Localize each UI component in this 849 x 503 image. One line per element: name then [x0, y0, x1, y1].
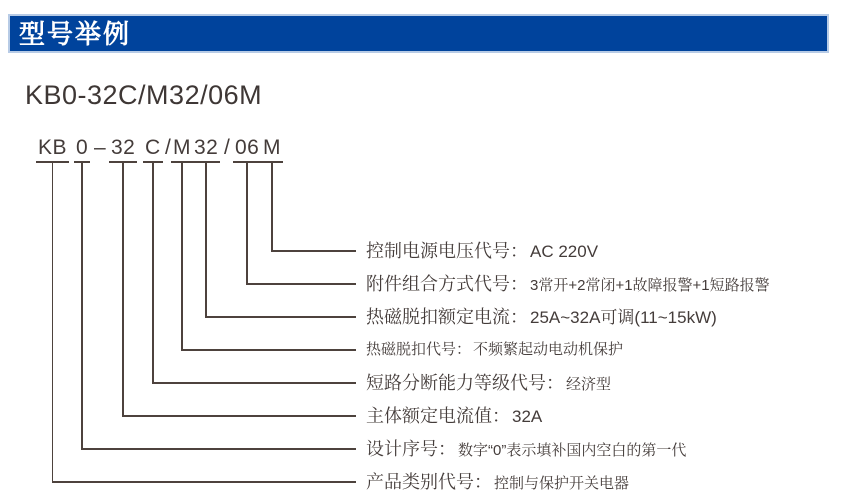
description-value: AC 220V — [530, 242, 599, 261]
description-value: 25A~32A可调(11~15kW) — [530, 308, 717, 327]
section-header-bar — [8, 14, 829, 53]
code-segment-32: 32 — [109, 137, 137, 163]
description-row — [366, 437, 686, 461]
connector-vertical-line — [152, 163, 154, 383]
description-value: 32A — [512, 407, 543, 426]
description-value: 数字“0”表示填补国内空白的第一代 — [458, 442, 687, 459]
connector-vertical-line — [52, 163, 54, 482]
connector-horizontal-line — [122, 415, 356, 417]
code-segment-KB: KB — [36, 137, 69, 163]
description-label: 设计序号： — [366, 439, 456, 459]
code-segment-sep: / — [165, 136, 172, 159]
model-number-title: KB0-32C/M32/06M — [25, 80, 263, 110]
connector-horizontal-line — [271, 250, 356, 252]
connector-vertical-line — [205, 163, 207, 317]
connector-vertical-line — [181, 163, 183, 350]
connector-horizontal-line — [81, 448, 356, 450]
code-segment-0: 0 — [74, 137, 90, 163]
code-segment-sep: / — [224, 136, 231, 159]
connector-vertical-line — [81, 163, 83, 449]
description-label: 主体额定电流值： — [366, 406, 510, 426]
code-segment-M: M — [261, 137, 283, 163]
description-row — [366, 338, 623, 362]
description-row — [366, 272, 770, 296]
code-segment-32: 32 — [192, 137, 220, 163]
description-value: 不频繁起动电动机保护 — [473, 341, 624, 358]
connector-horizontal-line — [152, 382, 356, 384]
model-code-breakdown — [0, 137, 849, 167]
description-row — [366, 305, 717, 329]
section-title: 型号举例 — [19, 18, 132, 49]
connector-vertical-line — [271, 163, 273, 251]
description-row — [366, 371, 611, 395]
description-label: 热磁脱扣额定电流： — [366, 307, 528, 327]
connector-horizontal-line — [205, 316, 356, 318]
connector-horizontal-line — [181, 349, 356, 351]
connector-vertical-line — [122, 163, 124, 416]
connector-vertical-line — [246, 163, 248, 284]
connector-horizontal-line — [246, 283, 356, 285]
description-label: 热磁脱扣代号： — [366, 341, 472, 358]
description-label: 附件组合方式代号： — [366, 274, 528, 294]
description-label: 控制电源电压代号： — [366, 241, 528, 261]
connector-horizontal-line — [52, 481, 356, 483]
description-row — [366, 239, 598, 263]
description-label: 短路分断能力等级代号： — [366, 373, 564, 393]
code-segment-sep: – — [94, 136, 107, 159]
description-value: 经济型 — [566, 376, 612, 393]
code-segment-M: M — [171, 137, 193, 163]
description-row — [366, 470, 629, 494]
description-label: 产品类别代号： — [366, 472, 492, 492]
code-segment-C: C — [143, 137, 163, 163]
description-value: 3常开+2常闭+1故障报警+1短路报警 — [530, 277, 770, 294]
description-row — [366, 404, 542, 428]
code-segment-06: 06 — [233, 137, 261, 163]
description-value: 控制与保护开关电器 — [494, 475, 630, 492]
